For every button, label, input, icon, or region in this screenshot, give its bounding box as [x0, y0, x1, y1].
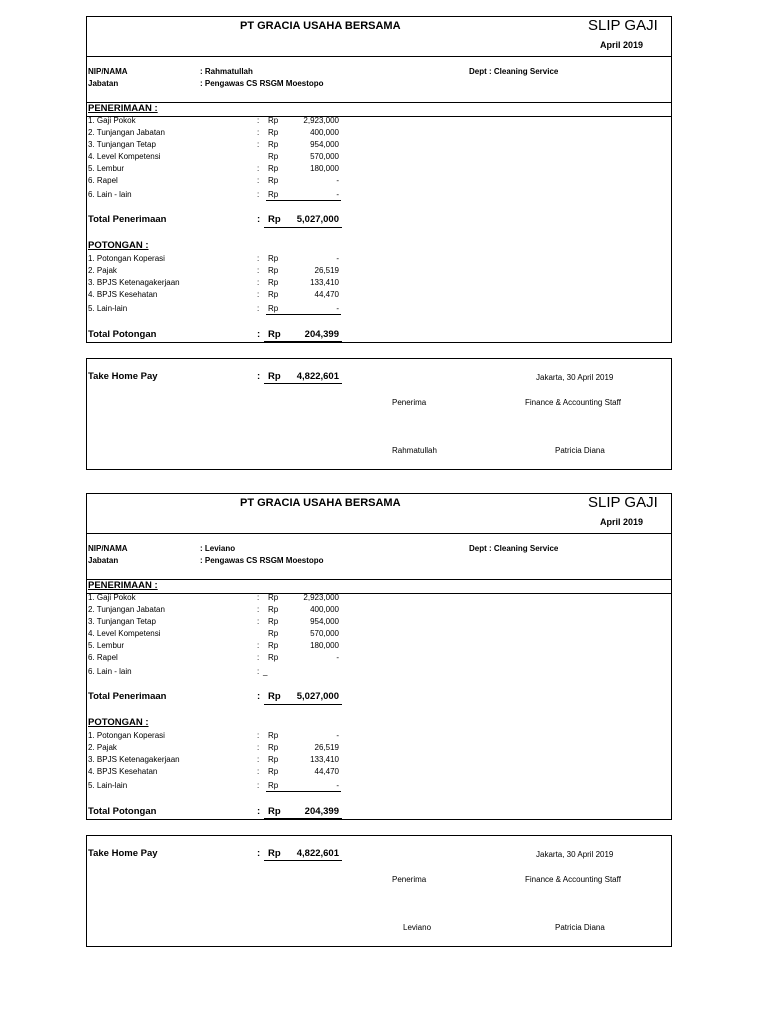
- potongan-last-underline: [266, 791, 341, 792]
- dept: Dept : Cleaning Service: [469, 67, 559, 76]
- total-penerimaan-colon: :: [257, 691, 261, 702]
- potongan-item-colon: :: [257, 266, 260, 275]
- slip-main-box: [86, 493, 672, 820]
- finance-label: Finance & Accounting Staff: [525, 875, 621, 884]
- penerimaan-item-colon: :: [257, 653, 260, 662]
- total-penerimaan-value: 5,027,000: [296, 214, 339, 225]
- potongan-item-rp: Rp: [268, 755, 279, 764]
- place-date: Jakarta, 30 April 2019: [536, 373, 614, 382]
- payslip: [0, 0, 768, 460]
- penerimaan-item-value: 2,923,000: [303, 593, 339, 602]
- details-divider: [86, 102, 672, 103]
- penerimaan-item-rp: Rp: [268, 641, 279, 650]
- potongan-item-colon: :: [257, 304, 260, 313]
- potongan-item-label: 5. Lain-lain: [88, 781, 128, 790]
- penerimaan-item-label: 2. Tunjangan Jabatan: [88, 128, 165, 137]
- thp-label: Take Home Pay: [88, 848, 158, 859]
- penerimaan-item-value: _: [263, 667, 268, 676]
- penerima-name: Rahmatullah: [392, 446, 437, 455]
- penerimaan-item-value: 570,000: [310, 152, 339, 161]
- penerimaan-item-value: 954,000: [310, 617, 339, 626]
- penerima-label: Penerima: [392, 398, 427, 407]
- jabatan-value: : Pengawas CS RSGM Moestopo: [200, 79, 324, 88]
- thp-rp: Rp: [268, 371, 281, 382]
- penerimaan-item-label: 2. Tunjangan Jabatan: [88, 605, 165, 614]
- potongan-heading: POTONGAN :: [88, 717, 149, 728]
- total-penerimaan-colon: :: [257, 214, 261, 225]
- penerimaan-item-colon: :: [257, 617, 260, 626]
- penerimaan-item-rp: Rp: [268, 190, 279, 199]
- potongan-item-value: -: [336, 304, 339, 313]
- penerimaan-item-rp: Rp: [268, 164, 279, 173]
- nip-value: : Rahmatullah: [200, 67, 253, 76]
- total-penerimaan-value: 5,027,000: [296, 691, 339, 702]
- penerimaan-item-colon: :: [257, 605, 260, 614]
- penerimaan-item-colon: :: [257, 641, 260, 650]
- penerimaan-item-label: 6. Rapel: [88, 176, 118, 185]
- potongan-item-rp: Rp: [268, 731, 279, 740]
- potongan-item-value: 133,410: [310, 278, 339, 287]
- potongan-item-label: 2. Pajak: [88, 266, 117, 275]
- potongan-item-colon: :: [257, 755, 260, 764]
- potongan-item-label: 3. BPJS Ketenagakerjaan: [88, 755, 180, 764]
- penerimaan-heading: PENERIMAAN :: [88, 103, 158, 114]
- penerimaan-item-colon: :: [257, 190, 260, 199]
- nip-value: : Leviano: [200, 544, 236, 553]
- payslip: [0, 477, 768, 937]
- total-potongan-underline: [264, 341, 342, 342]
- potongan-item-label: 2. Pajak: [88, 743, 117, 752]
- penerimaan-heading: PENERIMAAN :: [88, 580, 158, 591]
- penerimaan-item-label: 6. Lain - lain: [88, 667, 132, 676]
- total-potongan-value: 204,399: [304, 806, 339, 817]
- period: April 2019: [600, 517, 644, 527]
- penerimaan-item-value: 400,000: [310, 605, 339, 614]
- jabatan-label: Jabatan: [88, 556, 119, 565]
- thp-value: 4,822,601: [296, 371, 339, 382]
- header-divider: [86, 56, 672, 57]
- penerimaan-item-label: 6. Lain - lain: [88, 190, 132, 199]
- thp-colon: :: [257, 848, 261, 859]
- details-divider: [86, 579, 672, 580]
- penerimaan-item-rp: Rp: [268, 176, 279, 185]
- penerimaan-item-label: 5. Lembur: [88, 164, 125, 173]
- potongan-item-rp: Rp: [268, 743, 279, 752]
- jabatan-value: : Pengawas CS RSGM Moestopo: [200, 556, 324, 565]
- potongan-item-label: 1. Potongan Koperasi: [88, 731, 165, 740]
- potongan-item-value: 26,519: [314, 266, 339, 275]
- potongan-last-underline: [266, 314, 341, 315]
- total-potongan-rp: Rp: [268, 806, 281, 817]
- penerimaan-item-value: -: [336, 653, 339, 662]
- penerima-name: Leviano: [403, 923, 432, 932]
- nip-label: NIP/NAMA: [88, 544, 128, 553]
- potongan-item-value: 44,470: [314, 767, 339, 776]
- slip-main-box: [86, 16, 672, 343]
- total-potongan-label: Total Potongan: [88, 329, 157, 340]
- jabatan-label: Jabatan: [88, 79, 119, 88]
- potongan-item-label: 5. Lain-lain: [88, 304, 128, 313]
- penerimaan-item-rp: Rp: [268, 116, 279, 125]
- penerimaan-item-value: 180,000: [310, 641, 339, 650]
- finance-name: Patricia Diana: [555, 923, 605, 932]
- total-penerimaan-label: Total Penerimaan: [88, 691, 167, 702]
- thp-label: Take Home Pay: [88, 371, 158, 382]
- penerimaan-item-colon: :: [257, 128, 260, 137]
- penerimaan-item-value: 2,923,000: [303, 116, 339, 125]
- penerimaan-item-value: 570,000: [310, 629, 339, 638]
- penerimaan-item-rp: Rp: [268, 152, 279, 161]
- potongan-item-value: 26,519: [314, 743, 339, 752]
- slip-title: SLIP GAJI: [588, 17, 658, 34]
- finance-name: Patricia Diana: [555, 446, 605, 455]
- total-potongan-rp: Rp: [268, 329, 281, 340]
- penerimaan-item-label: 3. Tunjangan Tetap: [88, 617, 156, 626]
- penerimaan-item-rp: Rp: [268, 140, 279, 149]
- penerimaan-divider: [86, 116, 672, 117]
- penerimaan-item-value: -: [336, 176, 339, 185]
- slip-title: SLIP GAJI: [588, 494, 658, 511]
- penerimaan-item-colon: :: [257, 176, 260, 185]
- penerimaan-item-label: 1. Gaji Pokok: [88, 116, 136, 125]
- thp-colon: :: [257, 371, 261, 382]
- penerimaan-item-colon: :: [257, 116, 260, 125]
- finance-label: Finance & Accounting Staff: [525, 398, 621, 407]
- company-name: PT GRACIA USAHA BERSAMA: [240, 497, 401, 509]
- penerimaan-item-colon: :: [257, 164, 260, 173]
- penerimaan-item-label: 6. Rapel: [88, 653, 118, 662]
- potongan-item-colon: :: [257, 731, 260, 740]
- penerimaan-item-value: -: [336, 190, 339, 199]
- penerimaan-item-rp: Rp: [268, 629, 279, 638]
- penerima-label: Penerima: [392, 875, 427, 884]
- nip-label: NIP/NAMA: [88, 67, 128, 76]
- potongan-item-rp: Rp: [268, 254, 279, 263]
- potongan-item-value: -: [336, 254, 339, 263]
- penerimaan-item-label: 5. Lembur: [88, 641, 125, 650]
- potongan-item-colon: :: [257, 254, 260, 263]
- penerimaan-item-value: 954,000: [310, 140, 339, 149]
- penerimaan-item-label: 4. Level Kompetensi: [88, 629, 161, 638]
- penerimaan-item-value: 180,000: [310, 164, 339, 173]
- potongan-item-label: 1. Potongan Koperasi: [88, 254, 165, 263]
- potongan-item-rp: Rp: [268, 781, 279, 790]
- thp-underline: [264, 860, 342, 861]
- potongan-item-value: -: [336, 731, 339, 740]
- potongan-item-rp: Rp: [268, 767, 279, 776]
- penerimaan-item-rp: Rp: [268, 653, 279, 662]
- company-name: PT GRACIA USAHA BERSAMA: [240, 20, 401, 32]
- header-divider: [86, 533, 672, 534]
- potongan-item-label: 4. BPJS Kesehatan: [88, 767, 158, 776]
- total-potongan-label: Total Potongan: [88, 806, 157, 817]
- potongan-item-rp: Rp: [268, 304, 279, 313]
- potongan-item-rp: Rp: [268, 278, 279, 287]
- total-potongan-colon: :: [257, 329, 261, 340]
- total-potongan-value: 204,399: [304, 329, 339, 340]
- penerimaan-item-rp: Rp: [268, 128, 279, 137]
- penerimaan-item-colon: :: [257, 140, 260, 149]
- penerimaan-item-label: 4. Level Kompetensi: [88, 152, 161, 161]
- place-date: Jakarta, 30 April 2019: [536, 850, 614, 859]
- penerimaan-item-colon: :: [257, 667, 260, 676]
- thp-value: 4,822,601: [296, 848, 339, 859]
- total-penerimaan-rp: Rp: [268, 214, 281, 225]
- potongan-item-colon: :: [257, 278, 260, 287]
- penerimaan-last-underline: [266, 200, 341, 201]
- total-penerimaan-label: Total Penerimaan: [88, 214, 167, 225]
- total-penerimaan-rp: Rp: [268, 691, 281, 702]
- penerimaan-item-colon: :: [257, 593, 260, 602]
- potongan-item-rp: Rp: [268, 266, 279, 275]
- potongan-item-colon: :: [257, 290, 260, 299]
- potongan-item-value: 44,470: [314, 290, 339, 299]
- total-potongan-colon: :: [257, 806, 261, 817]
- period: April 2019: [600, 40, 644, 50]
- total-potongan-underline: [264, 818, 342, 819]
- potongan-item-label: 3. BPJS Ketenagakerjaan: [88, 278, 180, 287]
- penerimaan-divider: [86, 593, 672, 594]
- potongan-heading: POTONGAN :: [88, 240, 149, 251]
- penerimaan-item-rp: Rp: [268, 593, 279, 602]
- penerimaan-item-rp: Rp: [268, 617, 279, 626]
- potongan-item-colon: :: [257, 743, 260, 752]
- potongan-item-value: -: [336, 781, 339, 790]
- total-penerimaan-underline: [264, 704, 342, 705]
- dept: Dept : Cleaning Service: [469, 544, 559, 553]
- penerimaan-item-rp: Rp: [268, 605, 279, 614]
- penerimaan-item-label: 3. Tunjangan Tetap: [88, 140, 156, 149]
- penerimaan-item-value: 400,000: [310, 128, 339, 137]
- potongan-item-colon: :: [257, 781, 260, 790]
- potongan-item-colon: :: [257, 767, 260, 776]
- potongan-item-label: 4. BPJS Kesehatan: [88, 290, 158, 299]
- potongan-item-value: 133,410: [310, 755, 339, 764]
- penerimaan-item-label: 1. Gaji Pokok: [88, 593, 136, 602]
- thp-rp: Rp: [268, 848, 281, 859]
- potongan-item-rp: Rp: [268, 290, 279, 299]
- total-penerimaan-underline: [264, 227, 342, 228]
- thp-underline: [264, 383, 342, 384]
